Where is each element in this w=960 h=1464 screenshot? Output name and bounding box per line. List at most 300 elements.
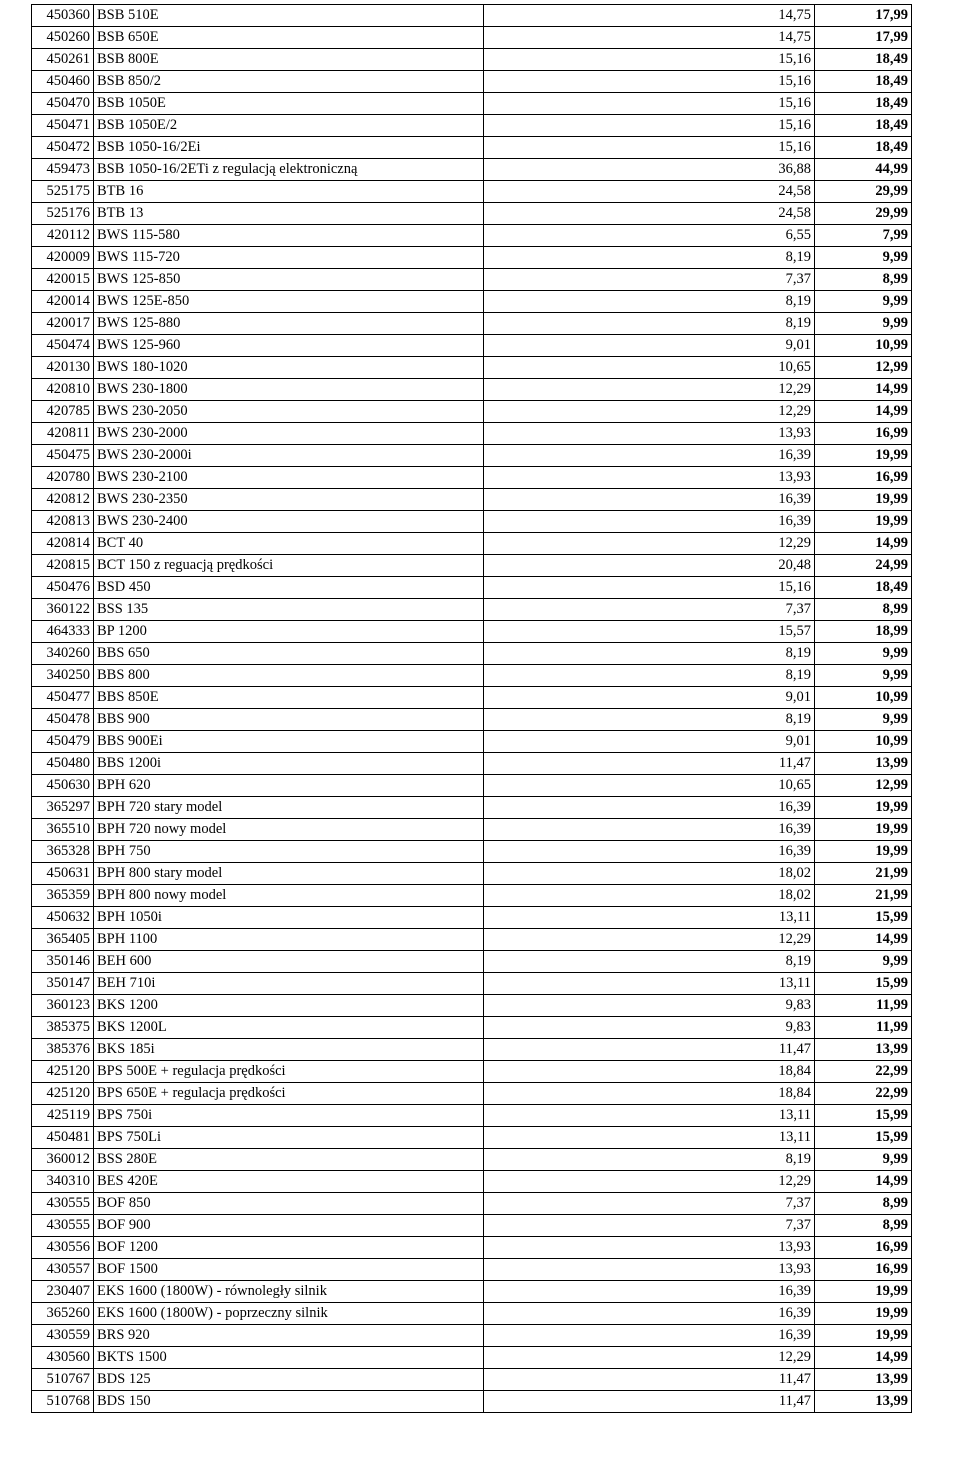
gross-price-cell: 8,99 [815, 269, 912, 291]
gross-price-cell: 29,99 [815, 181, 912, 203]
product-name-cell: BDS 125 [94, 1369, 484, 1391]
gross-price-cell: 14,99 [815, 533, 912, 555]
product-name-cell: EKS 1600 (1800W) - poprzeczny silnik [94, 1303, 484, 1325]
net-price-cell: 18,84 [484, 1061, 815, 1083]
net-price-cell: 12,29 [484, 1347, 815, 1369]
gross-price-cell: 22,99 [815, 1083, 912, 1105]
table-row [32, 247, 912, 269]
product-code-cell: 420810 [32, 379, 94, 401]
product-code-cell: 420815 [32, 555, 94, 577]
table-row [32, 797, 912, 819]
product-name-cell: BPH 720 nowy model [94, 819, 484, 841]
net-price-cell: 16,39 [484, 819, 815, 841]
net-price-cell: 16,39 [484, 1303, 815, 1325]
net-price-cell: 12,29 [484, 1171, 815, 1193]
table-row [32, 753, 912, 775]
table-row [32, 709, 912, 731]
table-row [32, 5, 912, 27]
table-row [32, 533, 912, 555]
table-row [32, 203, 912, 225]
table-row [32, 1369, 912, 1391]
product-name-cell: BOF 1200 [94, 1237, 484, 1259]
table-row [32, 929, 912, 951]
table-row [32, 71, 912, 93]
product-name-cell: BWS 230-2100 [94, 467, 484, 489]
gross-price-cell: 17,99 [815, 27, 912, 49]
net-price-cell: 8,19 [484, 709, 815, 731]
gross-price-cell: 11,99 [815, 995, 912, 1017]
table-row [32, 511, 912, 533]
net-price-cell: 16,39 [484, 511, 815, 533]
product-name-cell: BBS 850E [94, 687, 484, 709]
net-price-cell: 13,93 [484, 1259, 815, 1281]
product-name-cell: BOF 1500 [94, 1259, 484, 1281]
product-name-cell: BEH 710i [94, 973, 484, 995]
product-code-cell: 525176 [32, 203, 94, 225]
net-price-cell: 8,19 [484, 951, 815, 973]
gross-price-cell: 21,99 [815, 863, 912, 885]
table-row [32, 621, 912, 643]
net-price-cell: 11,47 [484, 1369, 815, 1391]
table-row [32, 1083, 912, 1105]
gross-price-cell: 18,49 [815, 93, 912, 115]
net-price-cell: 11,47 [484, 1039, 815, 1061]
net-price-cell: 14,75 [484, 27, 815, 49]
table-row [32, 357, 912, 379]
gross-price-cell: 18,49 [815, 49, 912, 71]
table-row [32, 841, 912, 863]
table-row [32, 313, 912, 335]
table-row [32, 1061, 912, 1083]
net-price-cell: 12,29 [484, 533, 815, 555]
product-name-cell: BPS 500E + regulacja prędkości [94, 1061, 484, 1083]
net-price-cell: 13,11 [484, 973, 815, 995]
product-code-cell: 450260 [32, 27, 94, 49]
product-code-cell: 365297 [32, 797, 94, 819]
product-name-cell: BPS 650E + regulacja prędkości [94, 1083, 484, 1105]
gross-price-cell: 9,99 [815, 247, 912, 269]
product-name-cell: BWS 125E-850 [94, 291, 484, 313]
product-code-cell: 340250 [32, 665, 94, 687]
product-code-cell: 450481 [32, 1127, 94, 1149]
net-price-cell: 7,37 [484, 269, 815, 291]
net-price-cell: 12,29 [484, 379, 815, 401]
product-code-cell: 450474 [32, 335, 94, 357]
net-price-cell: 15,16 [484, 93, 815, 115]
product-name-cell: BCT 150 z reguacją prędkości [94, 555, 484, 577]
product-name-cell: BWS 180-1020 [94, 357, 484, 379]
table-row [32, 423, 912, 445]
table-row [32, 445, 912, 467]
table-row [32, 687, 912, 709]
net-price-cell: 6,55 [484, 225, 815, 247]
product-name-cell: BSB 1050-16/2Ei [94, 137, 484, 159]
table-row [32, 1127, 912, 1149]
product-code-cell: 230407 [32, 1281, 94, 1303]
price-table-body [32, 5, 912, 1413]
product-name-cell: BWS 125-850 [94, 269, 484, 291]
product-name-cell: BCT 40 [94, 533, 484, 555]
product-name-cell: BKS 185i [94, 1039, 484, 1061]
product-code-cell: 420812 [32, 489, 94, 511]
product-name-cell: BRS 920 [94, 1325, 484, 1347]
product-name-cell: BSS 280E [94, 1149, 484, 1171]
net-price-cell: 15,16 [484, 137, 815, 159]
net-price-cell: 13,93 [484, 423, 815, 445]
table-row [32, 115, 912, 137]
net-price-cell: 16,39 [484, 489, 815, 511]
product-code-cell: 350147 [32, 973, 94, 995]
table-row [32, 863, 912, 885]
net-price-cell: 24,58 [484, 203, 815, 225]
product-code-cell: 450460 [32, 71, 94, 93]
product-code-cell: 450475 [32, 445, 94, 467]
table-row [32, 731, 912, 753]
product-name-cell: BDS 150 [94, 1391, 484, 1413]
product-name-cell: BSB 650E [94, 27, 484, 49]
net-price-cell: 7,37 [484, 1215, 815, 1237]
product-name-cell: BTB 16 [94, 181, 484, 203]
net-price-cell: 16,39 [484, 797, 815, 819]
gross-price-cell: 19,99 [815, 797, 912, 819]
product-name-cell: BKTS 1500 [94, 1347, 484, 1369]
product-code-cell: 450632 [32, 907, 94, 929]
table-row [32, 467, 912, 489]
net-price-cell: 13,93 [484, 1237, 815, 1259]
table-row [32, 137, 912, 159]
product-code-cell: 360012 [32, 1149, 94, 1171]
product-code-cell: 360123 [32, 995, 94, 1017]
product-code-cell: 450478 [32, 709, 94, 731]
gross-price-cell: 12,99 [815, 357, 912, 379]
gross-price-cell: 10,99 [815, 335, 912, 357]
table-row [32, 335, 912, 357]
product-code-cell: 450476 [32, 577, 94, 599]
table-row [32, 225, 912, 247]
net-price-cell: 8,19 [484, 1149, 815, 1171]
product-code-cell: 385375 [32, 1017, 94, 1039]
product-name-cell: BWS 115-720 [94, 247, 484, 269]
net-price-cell: 8,19 [484, 643, 815, 665]
table-row [32, 93, 912, 115]
gross-price-cell: 16,99 [815, 1237, 912, 1259]
table-row [32, 819, 912, 841]
table-row [32, 599, 912, 621]
product-name-cell: BPH 720 stary model [94, 797, 484, 819]
product-code-cell: 450477 [32, 687, 94, 709]
product-name-cell: BBS 900Ei [94, 731, 484, 753]
net-price-cell: 11,47 [484, 753, 815, 775]
table-row [32, 1171, 912, 1193]
product-code-cell: 425120 [32, 1061, 94, 1083]
product-code-cell: 450480 [32, 753, 94, 775]
product-name-cell: BSS 135 [94, 599, 484, 621]
gross-price-cell: 10,99 [815, 731, 912, 753]
table-row [32, 489, 912, 511]
net-price-cell: 8,19 [484, 291, 815, 313]
table-row [32, 643, 912, 665]
net-price-cell: 13,11 [484, 907, 815, 929]
product-code-cell: 510768 [32, 1391, 94, 1413]
table-row [32, 1259, 912, 1281]
gross-price-cell: 18,49 [815, 137, 912, 159]
gross-price-cell: 9,99 [815, 709, 912, 731]
product-name-cell: BWS 230-2400 [94, 511, 484, 533]
table-row [32, 1215, 912, 1237]
net-price-cell: 18,84 [484, 1083, 815, 1105]
product-code-cell: 365359 [32, 885, 94, 907]
net-price-cell: 16,39 [484, 1325, 815, 1347]
product-code-cell: 365260 [32, 1303, 94, 1325]
table-row [32, 1017, 912, 1039]
net-price-cell: 24,58 [484, 181, 815, 203]
net-price-cell: 14,75 [484, 5, 815, 27]
gross-price-cell: 9,99 [815, 951, 912, 973]
product-name-cell: BBS 800 [94, 665, 484, 687]
table-row [32, 27, 912, 49]
gross-price-cell: 19,99 [815, 1325, 912, 1347]
table-row [32, 159, 912, 181]
table-row [32, 1347, 912, 1369]
net-price-cell: 16,39 [484, 1281, 815, 1303]
product-code-cell: 450360 [32, 5, 94, 27]
table-row [32, 577, 912, 599]
gross-price-cell: 29,99 [815, 203, 912, 225]
product-code-cell: 450261 [32, 49, 94, 71]
gross-price-cell: 15,99 [815, 1127, 912, 1149]
net-price-cell: 11,47 [484, 1391, 815, 1413]
table-row [32, 291, 912, 313]
product-name-cell: BOF 850 [94, 1193, 484, 1215]
product-code-cell: 430555 [32, 1193, 94, 1215]
product-name-cell: BTB 13 [94, 203, 484, 225]
table-row [32, 1039, 912, 1061]
gross-price-cell: 9,99 [815, 313, 912, 335]
net-price-cell: 9,01 [484, 731, 815, 753]
product-code-cell: 464333 [32, 621, 94, 643]
product-name-cell: BSB 800E [94, 49, 484, 71]
product-name-cell: BWS 125-960 [94, 335, 484, 357]
product-code-cell: 365510 [32, 819, 94, 841]
gross-price-cell: 7,99 [815, 225, 912, 247]
table-row [32, 1281, 912, 1303]
product-name-cell: EKS 1600 (1800W) - równoległy silnik [94, 1281, 484, 1303]
gross-price-cell: 15,99 [815, 973, 912, 995]
net-price-cell: 8,19 [484, 313, 815, 335]
product-code-cell: 420014 [32, 291, 94, 313]
gross-price-cell: 16,99 [815, 1259, 912, 1281]
gross-price-cell: 21,99 [815, 885, 912, 907]
net-price-cell: 7,37 [484, 1193, 815, 1215]
gross-price-cell: 18,49 [815, 115, 912, 137]
table-row [32, 379, 912, 401]
net-price-cell: 15,57 [484, 621, 815, 643]
gross-price-cell: 8,99 [815, 1193, 912, 1215]
product-name-cell: BKS 1200L [94, 1017, 484, 1039]
gross-price-cell: 14,99 [815, 1347, 912, 1369]
product-code-cell: 365405 [32, 929, 94, 951]
gross-price-cell: 11,99 [815, 1017, 912, 1039]
table-row [32, 269, 912, 291]
net-price-cell: 10,65 [484, 357, 815, 379]
table-row [32, 1105, 912, 1127]
product-code-cell: 430560 [32, 1347, 94, 1369]
gross-price-cell: 19,99 [815, 1303, 912, 1325]
gross-price-cell: 19,99 [815, 1281, 912, 1303]
net-price-cell: 8,19 [484, 247, 815, 269]
product-code-cell: 420785 [32, 401, 94, 423]
net-price-cell: 16,39 [484, 841, 815, 863]
gross-price-cell: 19,99 [815, 841, 912, 863]
product-code-cell: 365328 [32, 841, 94, 863]
net-price-cell: 13,11 [484, 1105, 815, 1127]
gross-price-cell: 18,49 [815, 577, 912, 599]
product-name-cell: BSB 1050-16/2ETi z regulacją elektroniczną [94, 159, 484, 181]
product-name-cell: BWS 125-880 [94, 313, 484, 335]
product-code-cell: 420814 [32, 533, 94, 555]
gross-price-cell: 13,99 [815, 1391, 912, 1413]
net-price-cell: 15,16 [484, 71, 815, 93]
gross-price-cell: 9,99 [815, 291, 912, 313]
product-name-cell: BPH 800 nowy model [94, 885, 484, 907]
gross-price-cell: 13,99 [815, 1039, 912, 1061]
gross-price-cell: 14,99 [815, 929, 912, 951]
product-name-cell: BPH 1100 [94, 929, 484, 951]
net-price-cell: 15,16 [484, 49, 815, 71]
gross-price-cell: 17,99 [815, 5, 912, 27]
table-row [32, 1391, 912, 1413]
gross-price-cell: 13,99 [815, 1369, 912, 1391]
product-code-cell: 420112 [32, 225, 94, 247]
net-price-cell: 9,01 [484, 335, 815, 357]
product-name-cell: BWS 230-2000i [94, 445, 484, 467]
gross-price-cell: 19,99 [815, 445, 912, 467]
gross-price-cell: 19,99 [815, 819, 912, 841]
net-price-cell: 12,29 [484, 929, 815, 951]
gross-price-cell: 14,99 [815, 1171, 912, 1193]
product-name-cell: BSD 450 [94, 577, 484, 599]
gross-price-cell: 9,99 [815, 643, 912, 665]
product-code-cell: 340310 [32, 1171, 94, 1193]
product-code-cell: 450471 [32, 115, 94, 137]
net-price-cell: 15,16 [484, 577, 815, 599]
table-row [32, 995, 912, 1017]
product-name-cell: BPS 750i [94, 1105, 484, 1127]
product-code-cell: 430556 [32, 1237, 94, 1259]
product-code-cell: 420017 [32, 313, 94, 335]
net-price-cell: 9,83 [484, 995, 815, 1017]
product-code-cell: 510767 [32, 1369, 94, 1391]
gross-price-cell: 22,99 [815, 1061, 912, 1083]
product-name-cell: BPH 800 stary model [94, 863, 484, 885]
table-row [32, 951, 912, 973]
gross-price-cell: 15,99 [815, 907, 912, 929]
product-name-cell: BBS 650 [94, 643, 484, 665]
product-name-cell: BWS 230-2050 [94, 401, 484, 423]
product-name-cell: BSB 1050E/2 [94, 115, 484, 137]
price-table [31, 4, 912, 1413]
net-price-cell: 13,11 [484, 1127, 815, 1149]
gross-price-cell: 18,49 [815, 71, 912, 93]
net-price-cell: 18,02 [484, 885, 815, 907]
product-name-cell: BEH 600 [94, 951, 484, 973]
net-price-cell: 36,88 [484, 159, 815, 181]
product-code-cell: 430555 [32, 1215, 94, 1237]
gross-price-cell: 9,99 [815, 665, 912, 687]
product-code-cell: 420130 [32, 357, 94, 379]
product-code-cell: 425119 [32, 1105, 94, 1127]
product-name-cell: BWS 230-2350 [94, 489, 484, 511]
net-price-cell: 13,93 [484, 467, 815, 489]
table-row [32, 973, 912, 995]
product-code-cell: 525175 [32, 181, 94, 203]
product-code-cell: 340260 [32, 643, 94, 665]
product-code-cell: 420015 [32, 269, 94, 291]
product-name-cell: BBS 900 [94, 709, 484, 731]
product-name-cell: BSB 850/2 [94, 71, 484, 93]
product-code-cell: 430557 [32, 1259, 94, 1281]
product-code-cell: 350146 [32, 951, 94, 973]
product-code-cell: 420780 [32, 467, 94, 489]
product-code-cell: 450472 [32, 137, 94, 159]
product-name-cell: BWS 115-580 [94, 225, 484, 247]
gross-price-cell: 16,99 [815, 423, 912, 445]
gross-price-cell: 12,99 [815, 775, 912, 797]
gross-price-cell: 44,99 [815, 159, 912, 181]
product-name-cell: BBS 1200i [94, 753, 484, 775]
gross-price-cell: 14,99 [815, 379, 912, 401]
gross-price-cell: 19,99 [815, 511, 912, 533]
net-price-cell: 12,29 [484, 401, 815, 423]
net-price-cell: 9,01 [484, 687, 815, 709]
table-row [32, 1325, 912, 1347]
product-code-cell: 450470 [32, 93, 94, 115]
net-price-cell: 15,16 [484, 115, 815, 137]
gross-price-cell: 9,99 [815, 1149, 912, 1171]
net-price-cell: 8,19 [484, 665, 815, 687]
gross-price-cell: 13,99 [815, 753, 912, 775]
product-code-cell: 450479 [32, 731, 94, 753]
table-row [32, 1303, 912, 1325]
table-row [32, 181, 912, 203]
table-row [32, 885, 912, 907]
net-price-cell: 18,02 [484, 863, 815, 885]
table-row [32, 907, 912, 929]
table-row [32, 1149, 912, 1171]
product-code-cell: 385376 [32, 1039, 94, 1061]
gross-price-cell: 19,99 [815, 489, 912, 511]
product-code-cell: 425120 [32, 1083, 94, 1105]
gross-price-cell: 15,99 [815, 1105, 912, 1127]
table-row [32, 1237, 912, 1259]
product-name-cell: BSB 1050E [94, 93, 484, 115]
net-price-cell: 20,48 [484, 555, 815, 577]
product-name-cell: BWS 230-2000 [94, 423, 484, 445]
product-name-cell: BKS 1200 [94, 995, 484, 1017]
product-name-cell: BP 1200 [94, 621, 484, 643]
product-name-cell: BPS 750Li [94, 1127, 484, 1149]
product-code-cell: 420813 [32, 511, 94, 533]
gross-price-cell: 10,99 [815, 687, 912, 709]
product-code-cell: 360122 [32, 599, 94, 621]
product-code-cell: 430559 [32, 1325, 94, 1347]
net-price-cell: 16,39 [484, 445, 815, 467]
table-row [32, 665, 912, 687]
product-name-cell: BPH 1050i [94, 907, 484, 929]
table-row [32, 555, 912, 577]
table-row [32, 1193, 912, 1215]
product-name-cell: BPH 620 [94, 775, 484, 797]
